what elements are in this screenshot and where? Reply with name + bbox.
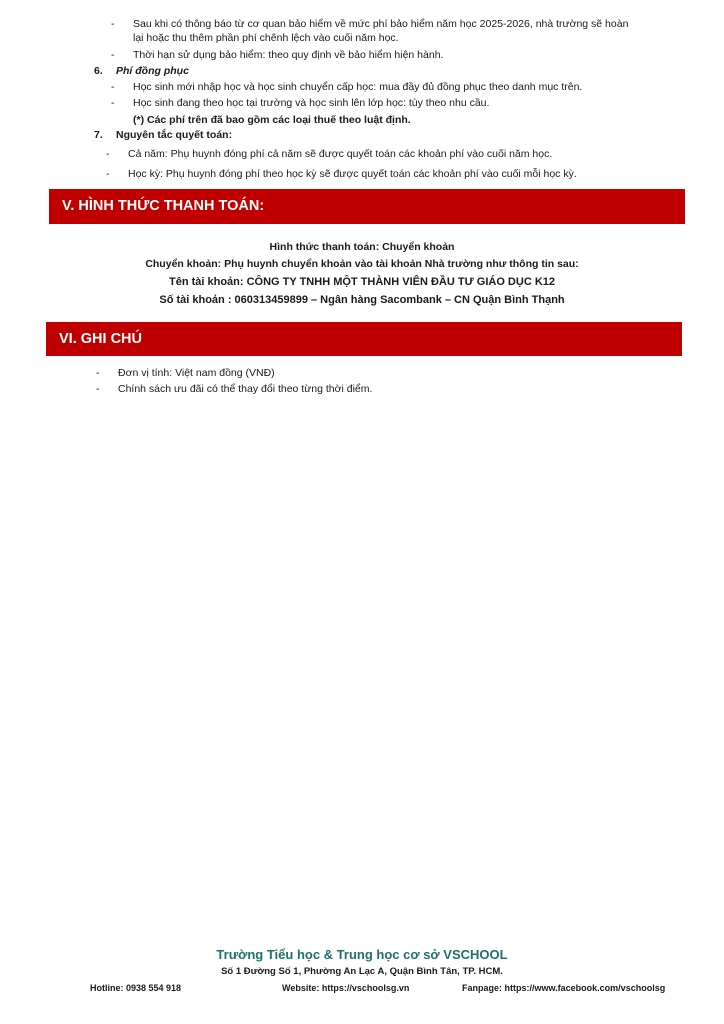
dash: -	[106, 168, 110, 180]
footer-hotline: Hotline: 0938 554 918	[90, 983, 182, 993]
payment-section-banner	[49, 189, 685, 224]
dash: -	[96, 367, 100, 379]
payment-transfer-info: Chuyển khoản: Phụ huynh chuyển khoản vào tài khoản Nhà trường như thông tin sau:	[145, 258, 579, 270]
tax-note: (*) Các phí trên đã bao gồm các loại thuế theo luật định.	[133, 114, 411, 126]
uniform-heading	[94, 65, 189, 79]
settlement-item	[106, 148, 552, 162]
footer-address: Số 1 Đường Số 1, Phường An Lạc A, Quận Bình Tân, TP. HCM.	[221, 966, 503, 977]
settlement-item-text: Học kỳ: Phụ huynh đóng phí theo học kỳ sẽ được quyết toán các khoản phí vào cuối mỗi học kỳ.	[128, 168, 577, 180]
note-item-text: Đơn vị tính: Việt nam đồng (VNĐ)	[118, 367, 275, 379]
note-item	[96, 367, 275, 381]
settlement-number: 7.	[94, 129, 103, 141]
payment-method: Hình thức thanh toán: Chuyển khoản	[269, 241, 455, 253]
uniform-item	[111, 97, 489, 111]
insurance-item-text-cont: lại hoặc thu thêm phần phí chênh lệch vào cuối năm học.	[133, 31, 399, 44]
notes-section-banner	[46, 322, 682, 356]
dash: -	[96, 383, 100, 395]
dash: -	[111, 49, 115, 61]
uniform-number: 6.	[94, 65, 103, 77]
account-number: Số tài khoản : 060313459899 – Ngân hàng Sacombank – CN Quận Bình Thạnh	[159, 294, 565, 306]
settlement-title: Nguyên tắc quyết toán:	[116, 129, 233, 141]
dash: -	[111, 18, 115, 30]
settlement-heading	[94, 129, 232, 143]
note-item	[96, 383, 372, 397]
uniform-item	[111, 81, 582, 95]
insurance-item	[111, 49, 443, 63]
dash: -	[106, 148, 110, 160]
account-name: Tên tài khoản: CÔNG TY TNHH MỘT THÀNH VIÊN ĐẦU TƯ GIÁO DỤC K12	[169, 276, 555, 288]
uniform-title: Phí đồng phục	[116, 65, 189, 77]
insurance-item-text: Thời hạn sử dụng bảo hiểm: theo quy định về bảo hiểm hiện hành.	[133, 49, 444, 61]
settlement-item-text: Cả năm: Phụ huynh đóng phí cả năm sẽ được quyết toán các khoản phí vào cuối năm học.	[128, 148, 553, 160]
footer-school-name: Trường Tiểu học & Trung học cơ sở VSCHOOL	[216, 947, 508, 962]
note-item-text: Chính sách ưu đãi có thể thay đổi theo từng thời điểm.	[118, 383, 373, 395]
settlement-item	[106, 168, 577, 182]
insurance-item-text: Sau khi có thông báo từ cơ quan bảo hiểm về mức phí bảo hiểm năm học 2025-2026, nhà trường sẽ hoàn	[133, 18, 629, 30]
notes-banner-title: VI. GHI CHÚ	[59, 330, 142, 347]
uniform-item-text: Học sinh đang theo học tại trường và học sinh lên lớp học: tùy theo nhu cầu.	[133, 97, 490, 109]
footer-fanpage[interactable]: Fanpage: https://www.facebook.com/vschoolsg	[462, 983, 666, 993]
dash: -	[111, 97, 115, 109]
payment-banner-title: V. HÌNH THỨC THANH TOÁN:	[62, 198, 265, 215]
insurance-item	[111, 18, 628, 45]
footer-website[interactable]: Website: https://vschoolsg.vn	[282, 983, 410, 993]
uniform-item-text: Học sinh mới nhập học và học sinh chuyển cấp học: mua đầy đủ đồng phục theo danh mục trên.	[133, 81, 583, 93]
dash: -	[111, 81, 115, 93]
